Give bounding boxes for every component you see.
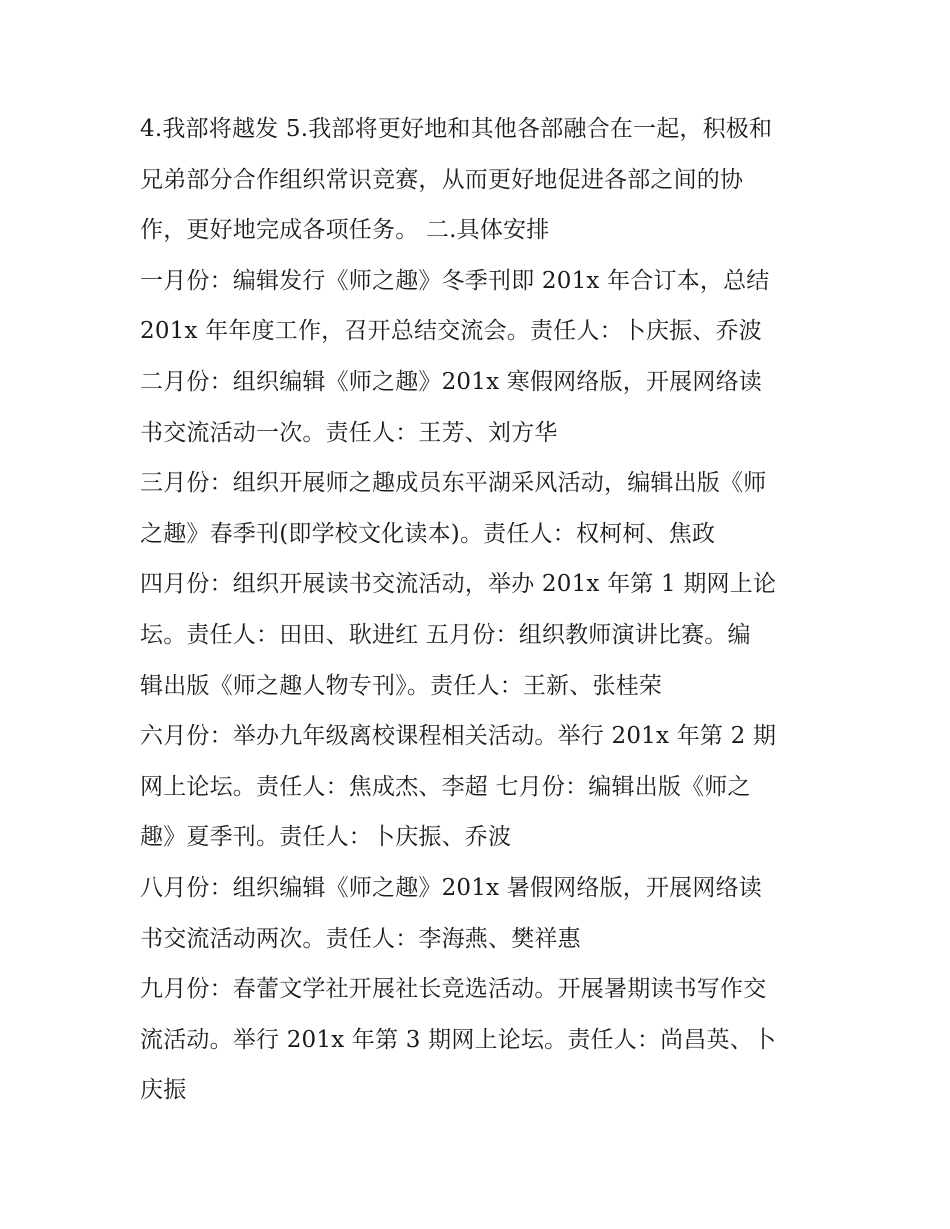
text-line: 八月份：组织编辑《师之趣》201x 暑假网络版，开展网络读 xyxy=(140,874,762,901)
text-line: 兄弟部分合作组织常识竞赛，从而更好地促进各部之间的协 xyxy=(140,166,744,193)
text-line: 九月份：春蕾文学社开展社长竞选活动。开展暑期读书写作交 xyxy=(140,976,767,1003)
text-line: 网上论坛。责任人：焦成杰、李超 七月份：编辑出版《师之 xyxy=(140,773,751,800)
text-line: 庆振 xyxy=(140,1077,187,1104)
text-line: 辑出版《师之趣人物专刊》。责任人：王新、张桂荣 xyxy=(140,672,663,699)
text-line: 趣》夏季刊。责任人：卜庆振、乔波 xyxy=(140,824,512,851)
text-line: 二月份：组织编辑《师之趣》201x 寒假网络版，开展网络读 xyxy=(140,368,762,395)
text-line: 三月份：组织开展师之趣成员东平湖采风活动，编辑出版《师 xyxy=(140,470,767,497)
text-line: 六月份：举办九年级离校课程相关活动。举行 201x 年第 2 期 xyxy=(140,723,777,750)
text-line: 4.我部将越发 5.我部将更好地和其他各部融合在一起，积极和 xyxy=(140,116,773,142)
text-line: 作，更好地完成各项任务。 二.具体安排 xyxy=(140,217,550,244)
text-line: 一月份：编辑发行《师之趣》冬季刊即 201x 年合订本，总结 xyxy=(140,267,770,294)
text-line: 书交流活动两次。责任人：李海燕、樊祥惠 xyxy=(140,925,581,952)
document-body xyxy=(140,104,830,1116)
text-line: 201x 年年度工作，召开总结交流会。责任人：卜庆振、乔波 xyxy=(140,318,762,345)
text-line: 之趣》春季刊(即学校文化读本)。责任人：权柯柯、焦政 xyxy=(140,520,716,547)
text-line: 坛。责任人：田田、耿进红 五月份：组织教师演讲比赛。编 xyxy=(140,621,751,648)
text-line: 四月份：组织开展读书交流活动，举办 201x 年第 1 期网上论 xyxy=(140,571,777,598)
text-line: 流活动。举行 201x 年第 3 期网上论坛。责任人：尚昌英、卜 xyxy=(140,1026,777,1053)
text-line: 书交流活动一次。责任人：王芳、刘方华 xyxy=(140,419,558,446)
